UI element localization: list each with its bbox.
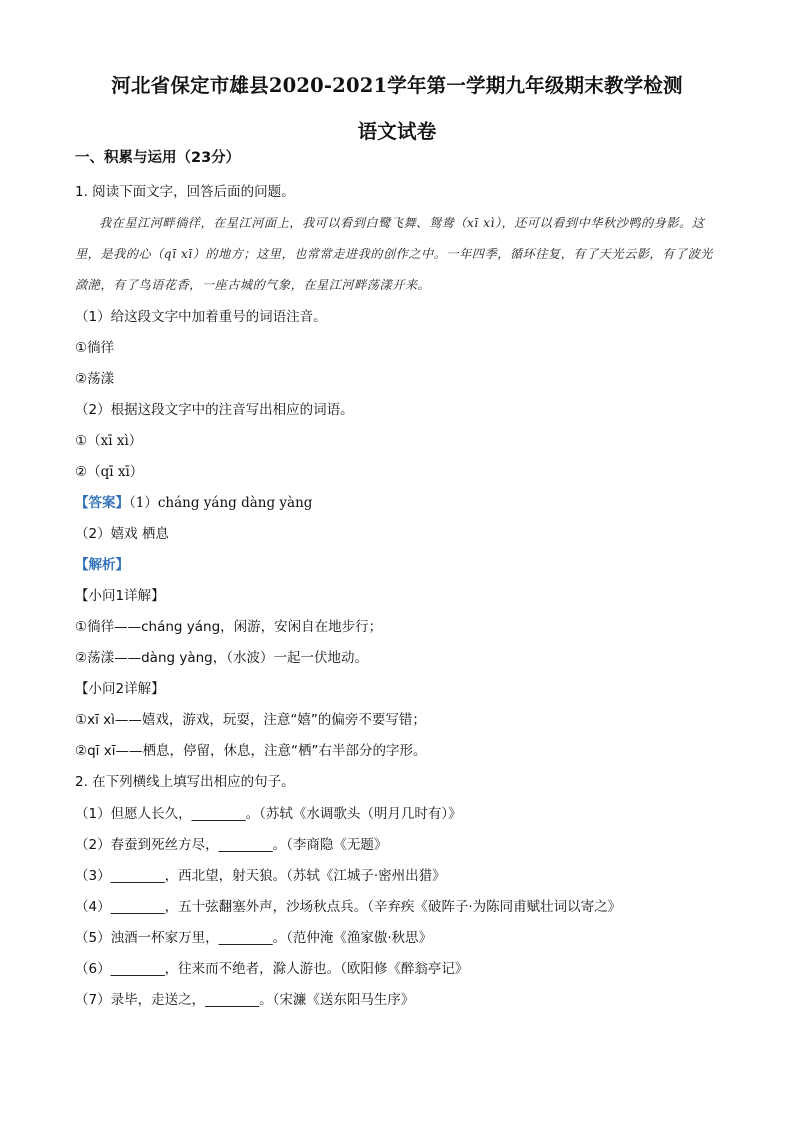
question-1-sub2-item-a: ①（xī xì） (75, 433, 143, 449)
question-1-sub2-item-b: ②（qī xī） (75, 464, 144, 480)
fill-item: （7）录毕，走送之，________。（宋濂《送东阳马生序》 (75, 992, 415, 1008)
detail-1-line-b: ②荡漾——dàng yàng，（水波）一起一伏地动。 (75, 650, 368, 666)
question-1-prompt: 1. 阅读下面文字，回答后面的问题。 (75, 184, 295, 200)
document-subtitle: 语文试卷 (357, 120, 437, 143)
answer-1: （1）cháng yáng dàng yàng (129, 495, 313, 511)
detail-2-line-a: ①xī xì——嬉戏，游戏，玩耍，注意“嬉”的偏旁不要写错； (75, 712, 426, 728)
section-heading: 一、积累与运用（23分） (75, 150, 241, 166)
detail-2-line-b: ②qī xī——栖息，停留，休息，注意“栖”右半部分的字形。 (75, 743, 427, 759)
fill-item: （2）春蚕到死丝方尽，________。（李商隐《无题》 (75, 837, 388, 853)
question-1-sub2: （2）根据这段文字中的注音写出相应的词语。 (75, 402, 354, 418)
fill-item: （3）________，西北望，射天狼。（苏轼《江城子·密州出猎》 (75, 868, 446, 884)
fill-item: （6）________，往来而不绝者，滁人游也。（欧阳修《醉翁亭记》 (75, 961, 469, 977)
question-1-sub1-item-b: ②荡漾 (75, 371, 115, 387)
detail-2-heading: 【小问2详解】 (75, 681, 165, 697)
detail-1-heading: 【小问1详解】 (75, 588, 165, 604)
fill-item: （1）但愿人长久，________。（苏轼《水调歌头（明月几时有）》 (75, 806, 462, 822)
fill-item: （4）________，五十弦翻塞外声，沙场秋点兵。（辛弃疾《破阵子·为陈同甫赋壮词以寄之》 (75, 899, 622, 915)
analysis-tag: 【解析】 (75, 557, 129, 573)
answer-row (75, 494, 312, 512)
answer-2: （2）嬉戏 栖息 (75, 526, 169, 542)
document-title: 河北省保定市雄县2020-2021学年第一学期九年级期末教学检测 (111, 74, 683, 97)
question-1-sub1-item-a: ①徜徉 (75, 340, 115, 356)
detail-1-line-a: ①徜徉——cháng yáng，闲游，安闲自在地步行； (75, 619, 383, 635)
question-2-prompt: 2. 在下列横线上填写出相应的句子。 (75, 774, 295, 790)
reading-passage: 我在星江河畔徜徉，在星江河面上，我可以看到白鹭飞舞、鸳鸯（xī xì），还可以看到中华秋沙鸭的身影。这里，是我的心（qī xī）的地方；这里，也常常走进我的创作之中。一年四季，循环往复，有了天光云影，有了波光潋滟，有了鸟语花香，一座古城的气象，在星江河畔荡漾开来。 (75, 216, 713, 292)
question-1-sub1: （1）给这段文字中加着重号的词语注音。 (75, 309, 327, 325)
fill-item: （5）浊酒一杯家万里，________。（范仲淹《渔家傲·秋思》 (75, 930, 433, 946)
answer-tag: 【答案】 (75, 495, 129, 511)
